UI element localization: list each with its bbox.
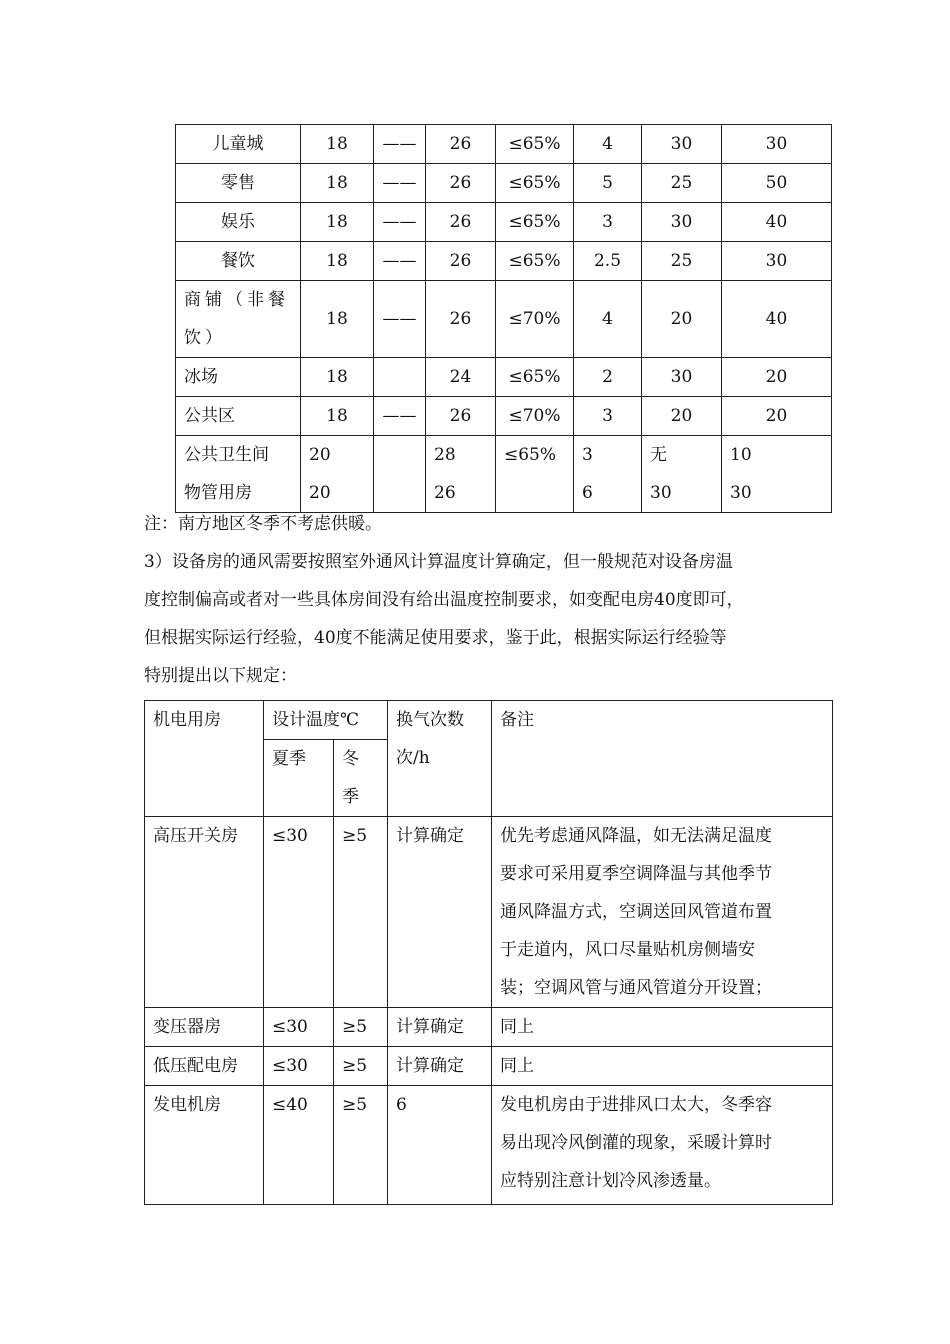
room-name: 儿童城 xyxy=(176,125,301,164)
table-cell: ≤65% xyxy=(496,358,574,397)
table-cell: 2.5 xyxy=(574,242,642,281)
table-cell: 30 xyxy=(642,358,722,397)
table-cell: 30 xyxy=(722,242,832,281)
cell-line: 26 xyxy=(434,483,456,503)
table-cell: ≥5 xyxy=(334,1047,388,1086)
room-name xyxy=(176,436,301,513)
table-cell: —— xyxy=(374,203,426,242)
table-cell: 26 xyxy=(426,164,496,203)
room-name xyxy=(176,281,301,358)
cell-line: 6 xyxy=(582,483,593,503)
header-winter xyxy=(334,740,388,817)
room-name-line: 物管用房 xyxy=(184,483,252,503)
room-name-line: 公共卫生间 xyxy=(184,445,269,465)
table-cell: 20 xyxy=(722,358,832,397)
header-summer: 夏季 xyxy=(264,740,334,817)
table-row xyxy=(145,1086,833,1205)
table-cell xyxy=(642,436,722,513)
cell-line: 30 xyxy=(650,483,672,503)
cell-line: 3 xyxy=(582,445,593,465)
table-row xyxy=(145,817,833,1008)
table-cell xyxy=(722,436,832,513)
table-cell: ≤65% xyxy=(496,436,574,513)
table-cell: ≤65% xyxy=(496,125,574,164)
table-cell: 25 xyxy=(642,242,722,281)
cell-line: 20 xyxy=(309,483,331,503)
remarks-line: 装；空调风管与通风管道分开设置； xyxy=(500,978,772,998)
table-cell: —— xyxy=(374,164,426,203)
table-row xyxy=(176,203,832,242)
table-cell: ≤30 xyxy=(264,1008,334,1047)
table-cell: 4 xyxy=(574,281,642,358)
remarks-cell: 同上 xyxy=(492,1008,833,1047)
table-cell: ≤30 xyxy=(264,817,334,1008)
room-name-line: 饮） xyxy=(184,328,226,348)
header-air-change xyxy=(388,701,492,817)
table-cell: 3 xyxy=(574,397,642,436)
table-cell: 18 xyxy=(301,281,374,358)
remarks-line: 要求可采用夏季空调降温与其他季节 xyxy=(500,864,772,884)
remarks-line: 优先考虑通风降温，如无法满足温度 xyxy=(500,826,772,846)
table-row xyxy=(176,242,832,281)
table-cell: 18 xyxy=(301,125,374,164)
room-name: 娱乐 xyxy=(176,203,301,242)
table-cell: —— xyxy=(374,242,426,281)
header-line: 冬 xyxy=(342,749,359,769)
room-name: 餐饮 xyxy=(176,242,301,281)
table-cell: —— xyxy=(374,125,426,164)
remarks-line: 发电机房由于进排风口太大，冬季容 xyxy=(500,1095,772,1115)
remarks-line: 易出现冷风倒灌的现象，采暖计算时 xyxy=(500,1133,772,1153)
paragraph-line: 但根据实际运行经验，40度不能满足使用要求，鉴于此，根据实际运行经验等 xyxy=(144,628,727,648)
paragraph-line: 3）设备房的通风需要按照室外通风计算温度计算确定，但一般规范对设备房温 xyxy=(144,552,733,572)
table-cell: 20 xyxy=(722,397,832,436)
table-cell: ≤65% xyxy=(496,242,574,281)
table-cell: ≤30 xyxy=(264,1047,334,1086)
table-cell: 40 xyxy=(722,281,832,358)
room-parameter-table xyxy=(175,124,832,513)
room-name: 变压器房 xyxy=(145,1008,264,1047)
remarks-line: 应特别注意计划冷风渗透量。 xyxy=(500,1171,721,1191)
table-cell: 5 xyxy=(574,164,642,203)
table-cell: 26 xyxy=(426,203,496,242)
table-row xyxy=(176,397,832,436)
table-cell: —— xyxy=(374,397,426,436)
cell-line: 10 xyxy=(730,445,752,465)
table-row xyxy=(145,1047,833,1086)
header-remarks: 备注 xyxy=(492,701,833,817)
paragraph-line: 特别提出以下规定： xyxy=(144,666,297,686)
table-cell: 50 xyxy=(722,164,832,203)
table-cell: 30 xyxy=(722,125,832,164)
table-cell: 40 xyxy=(722,203,832,242)
room-name: 低压配电房 xyxy=(145,1047,264,1086)
table-cell: ≤40 xyxy=(264,1086,334,1205)
table-cell xyxy=(426,436,496,513)
table-row xyxy=(176,125,832,164)
table-cell: ≤70% xyxy=(496,397,574,436)
table-cell: ≥5 xyxy=(334,817,388,1008)
table-cell: 30 xyxy=(642,203,722,242)
remarks-line: 于走道内，风口尽量贴机房侧墙安 xyxy=(500,940,755,960)
table-cell: 24 xyxy=(426,358,496,397)
table-cell: 18 xyxy=(301,397,374,436)
table-cell: ≤65% xyxy=(496,203,574,242)
table-row xyxy=(176,281,832,358)
room-name: 公共区 xyxy=(176,397,301,436)
header-design-temp: 设计温度℃ xyxy=(264,701,388,740)
table-header-row xyxy=(145,701,833,740)
table-cell: 3 xyxy=(574,203,642,242)
table-row xyxy=(176,436,832,513)
table-cell: —— xyxy=(374,281,426,358)
table-cell: 25 xyxy=(642,164,722,203)
table-cell: 18 xyxy=(301,242,374,281)
table-cell: 计算确定 xyxy=(388,1047,492,1086)
room-name: 零售 xyxy=(176,164,301,203)
table-cell: 18 xyxy=(301,203,374,242)
table-cell: 6 xyxy=(388,1086,492,1205)
table-row xyxy=(176,164,832,203)
cell-line: 28 xyxy=(434,445,456,465)
table-cell: 计算确定 xyxy=(388,1008,492,1047)
table-cell: 26 xyxy=(426,125,496,164)
table-row xyxy=(176,358,832,397)
room-name: 冰场 xyxy=(176,358,301,397)
table-cell xyxy=(574,436,642,513)
equipment-room-table xyxy=(144,700,833,1205)
header-line: 次/h xyxy=(396,748,430,768)
table-cell: 20 xyxy=(642,281,722,358)
room-name: 发电机房 xyxy=(145,1086,264,1205)
table-cell xyxy=(301,436,374,513)
header-line: 换气次数 xyxy=(396,710,464,730)
table-cell: ≤65% xyxy=(496,164,574,203)
table-cell: ≤70% xyxy=(496,281,574,358)
table-note: 注：南方地区冬季不考虑供暖。 xyxy=(144,514,382,534)
remarks-cell: 同上 xyxy=(492,1047,833,1086)
table-cell: 26 xyxy=(426,397,496,436)
table-cell: 26 xyxy=(426,281,496,358)
room-name: 高压开关房 xyxy=(145,817,264,1008)
table-row xyxy=(145,1008,833,1047)
header-line: 季 xyxy=(342,787,359,807)
paragraph-line: 度控制偏高或者对一些具体房间没有给出温度控制要求，如变配电房40度即可， xyxy=(144,590,744,610)
table-cell: ≥5 xyxy=(334,1086,388,1205)
table-cell: 18 xyxy=(301,358,374,397)
room-name-line: 商铺（非餐 xyxy=(184,290,289,310)
table-cell xyxy=(374,358,426,397)
table-cell: 30 xyxy=(642,125,722,164)
remarks-line: 通风降温方式，空调送回风管道布置 xyxy=(500,902,772,922)
table-cell: ≥5 xyxy=(334,1008,388,1047)
table-cell: 26 xyxy=(426,242,496,281)
cell-line: 20 xyxy=(309,445,331,465)
table-cell: 18 xyxy=(301,164,374,203)
table-cell: 4 xyxy=(574,125,642,164)
table-cell xyxy=(374,436,426,513)
cell-line: 30 xyxy=(730,483,752,503)
table-cell: 20 xyxy=(642,397,722,436)
cell-line: 无 xyxy=(650,445,667,465)
remarks-cell xyxy=(492,1086,833,1205)
table-cell: 计算确定 xyxy=(388,817,492,1008)
remarks-cell xyxy=(492,817,833,1008)
table-cell: 2 xyxy=(574,358,642,397)
header-room: 机电用房 xyxy=(145,701,264,817)
